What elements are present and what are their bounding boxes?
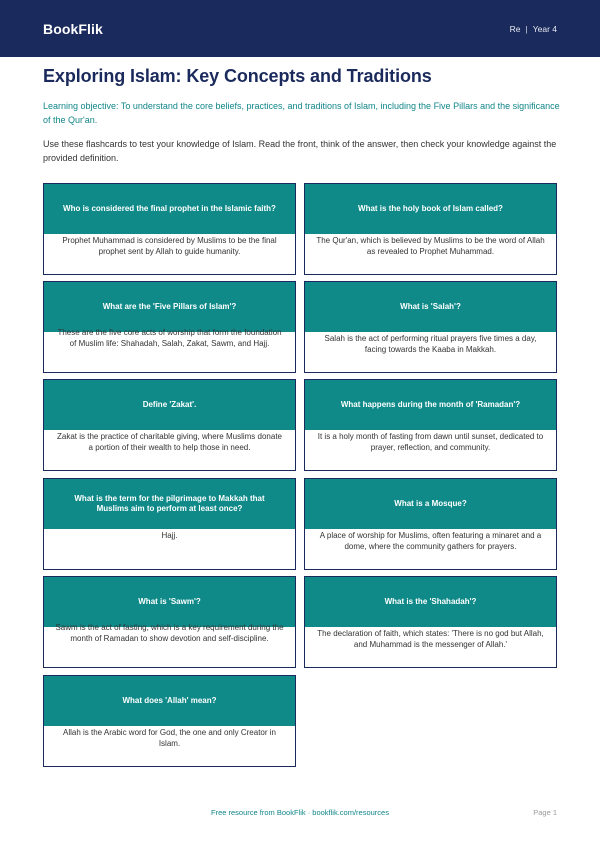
flashcard-front: What does 'Allah' mean?: [44, 676, 295, 726]
flashcard-front: What is a Mosque?: [305, 479, 556, 529]
flashcard-back: A place of worship for Muslims, often featuring a minaret and a dome, where the community gathers for prayers.: [319, 531, 542, 551]
flashcard[interactable]: [304, 379, 557, 471]
flashcard[interactable]: [43, 675, 296, 767]
header-bar: [0, 0, 600, 57]
flashcard-back: Sawm is the act of fasting, which is a key requirement during the month of Ramadan to show devotion and self-discipline.: [55, 623, 284, 643]
flashcard-front: What happens during the month of 'Ramadan'?: [305, 380, 556, 430]
meta-separator: |: [525, 23, 528, 34]
flashcard-back: Allah is the Arabic word for God, the one and only Creator in Islam.: [62, 728, 276, 748]
learning-objective: Learning objective: To understand the core beliefs, practices, and traditions of Islam, including the Five Pillars and the significance of the Qur'an.: [43, 101, 560, 125]
flashcard[interactable]: [43, 183, 296, 275]
flashcard[interactable]: [43, 576, 296, 668]
instructions-text: Use these flashcards to test your knowledge of Islam. Read the front, think of the answer, then check your knowledge against the provided definition.: [43, 139, 557, 163]
flashcard-back: Hajj.: [161, 531, 178, 540]
flashcard-back: These are the five core acts of worship that form the foundation of Muslim life: Shahadah, Salah, Zakat, Sawm, and Hajj.: [57, 328, 282, 348]
flashcard-front: What are the 'Five Pillars of Islam'?: [44, 282, 295, 332]
flashcard-front: What is 'Salah'?: [305, 282, 556, 332]
flashcard[interactable]: [304, 478, 557, 570]
flashcard[interactable]: [43, 379, 296, 471]
flashcard-front: Define 'Zakat'.: [44, 380, 295, 430]
flashcard-back: Zakat is the practice of charitable giving, where Muslims donate a portion of their wealth to help those in need.: [57, 432, 282, 452]
flashcard-back: The declaration of faith, which states: 'There is no god but Allah, and Muhammad is the messenger of Allah.': [317, 629, 544, 649]
flashcard-back: It is a holy month of fasting from dawn until sunset, dedicated to prayer, reflection, and community.: [317, 432, 544, 452]
flashcard[interactable]: [304, 281, 557, 373]
brand-logo[interactable]: BookFlik: [43, 20, 103, 37]
flashcard-back: The Qur'an, which is believed by Muslims to be the word of Allah as revealed to Prophet Muhammad.: [316, 236, 545, 256]
flashcard-front: What is the 'Shahadah'?: [305, 577, 556, 627]
page-number: Page 1: [533, 808, 557, 817]
flashcard[interactable]: [304, 576, 557, 668]
flashcard[interactable]: [43, 478, 296, 570]
flashcard-front: What is 'Sawm'?: [44, 577, 295, 627]
flashcard-back: Prophet Muhammad is considered by Muslims to be the final prophet sent by Allah to guide humanity.: [62, 236, 277, 256]
flashcard-front: What is the term for the pilgrimage to Makkah that Muslims aim to perform at least once?: [44, 479, 295, 529]
footer-link[interactable]: Free resource from BookFlik · bookflik.com/resources: [211, 808, 389, 817]
year-label: Year 4: [532, 23, 557, 34]
flashcard[interactable]: [43, 281, 296, 373]
flashcard-front: What is the holy book of Islam called?: [305, 184, 556, 234]
page-title: Exploring Islam: Key Concepts and Traditions: [43, 66, 432, 86]
flashcard-front: Who is considered the final prophet in the Islamic faith?: [44, 184, 295, 234]
flashcard[interactable]: [304, 183, 557, 275]
subject-label: Re: [509, 23, 521, 34]
flashcard-back: Salah is the act of performing ritual prayers five times a day, facing towards the Kaaba in Makkah.: [324, 334, 537, 354]
header-meta: [510, 24, 557, 34]
